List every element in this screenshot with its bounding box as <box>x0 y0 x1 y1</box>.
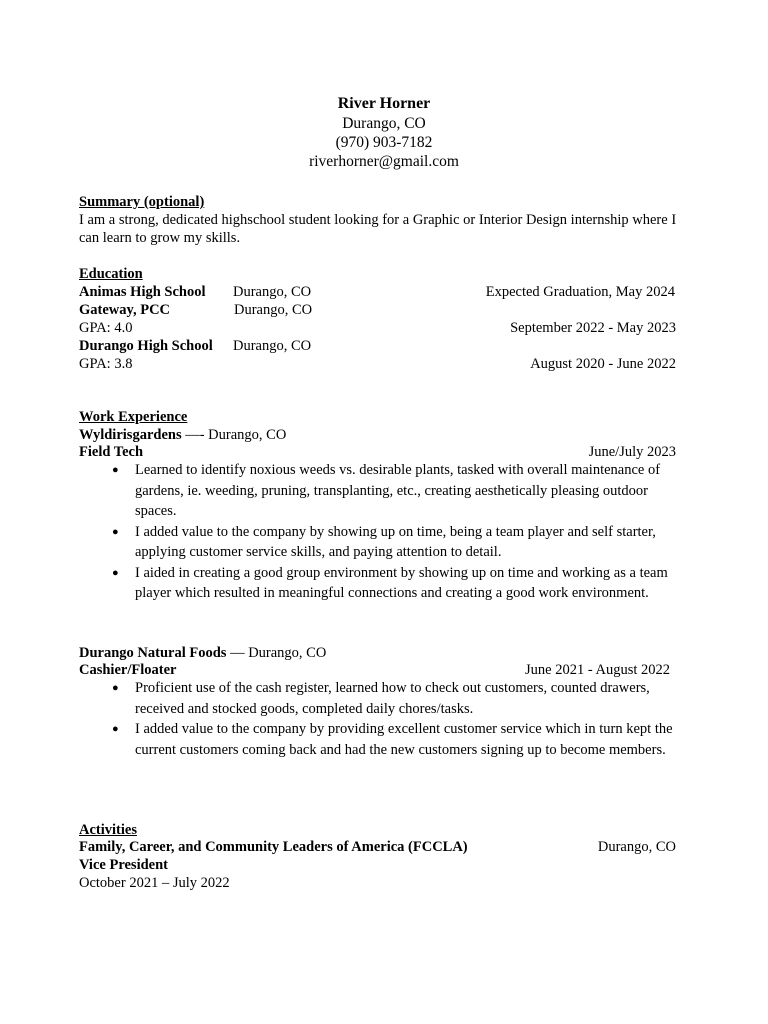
job-title-1: Field Tech <box>79 444 144 460</box>
education-heading: Education <box>79 266 143 282</box>
header-email: riverhorner@gmail.com <box>309 153 459 170</box>
list-item: ● Learned to identify noxious weeds vs. desirable plants, tasked with overall maintenance of gardens, ie. weeding, pruning, transplanting, etc., creating aesthetically pleasing outdoor spaces. <box>79 460 679 522</box>
job-employer-2: Durango Natural Foods <box>79 645 227 661</box>
header-phone: (970) 903-7182 <box>335 134 433 151</box>
edu-school-animas: Animas High School <box>79 284 206 300</box>
edu-location-animas: Durango, CO <box>233 284 312 300</box>
activities-heading: Activities <box>79 822 137 838</box>
list-item: ● I added value to the company by showing up on time, being a team player and self starter, applying customer service skills, and paying attention to detail. <box>79 522 679 563</box>
activity-dates: October 2021 – July 2022 <box>79 875 230 891</box>
edu-date-animas: Expected Graduation, May 2024 <box>485 284 675 300</box>
edu-gpa-durango: GPA: 3.8 <box>79 356 133 372</box>
job-location-2: — Durango, CO <box>226 645 327 661</box>
list-item: ● Proficient use of the cash register, learned how to check out customers, counted drawers, received and stocked goods, completed daily chores/tasks. <box>79 678 679 719</box>
summary-text: I am a strong, dedicated highschool student looking for a Graphic or Interior Design internship where I can learn to grow my skills. <box>79 212 677 246</box>
edu-school-durango: Durango High School <box>79 338 213 354</box>
work-heading: Work Experience <box>79 409 188 425</box>
job-header-1 <box>79 426 286 444</box>
list-item: ● I aided in creating a good group environment by showing up on time and working as a team player which resulted in meaningful connections and creating a good work environment. <box>79 563 679 604</box>
job-employer-1: Wyldirisgardens <box>79 427 182 443</box>
edu-school-gateway: Gateway, PCC <box>79 302 171 318</box>
job-bullets-2 <box>79 678 679 760</box>
activity-location: Durango, CO <box>597 839 676 855</box>
edu-location-durango: Durango, CO <box>233 338 312 354</box>
job-header-2 <box>79 644 326 662</box>
edu-date-gateway: September 2022 - May 2023 <box>510 320 676 336</box>
edu-date-durango: August 2020 - June 2022 <box>530 356 676 372</box>
job-bullets-1 <box>79 460 679 604</box>
activity-role: Vice President <box>79 857 168 873</box>
edu-gpa-gateway: GPA: 4.0 <box>79 320 133 336</box>
job-title-2: Cashier/Floater <box>79 662 177 678</box>
job-location-1: —- Durango, CO <box>181 427 287 443</box>
activity-org: Family, Career, and Community Leaders of America (FCCLA) <box>79 839 468 855</box>
job-date-2: June 2021 - August 2022 <box>525 662 670 678</box>
edu-location-gateway: Durango, CO <box>234 302 313 318</box>
summary-heading: Summary (optional) <box>79 194 205 210</box>
resume-name: River Horner <box>337 95 431 112</box>
header-location: Durango, CO <box>342 115 426 132</box>
job-date-1: June/July 2023 <box>588 444 676 460</box>
list-item: ● I added value to the company by providing excellent customer service which in turn kept the current customers coming back and had the new customers signing up to become members. <box>79 719 679 760</box>
